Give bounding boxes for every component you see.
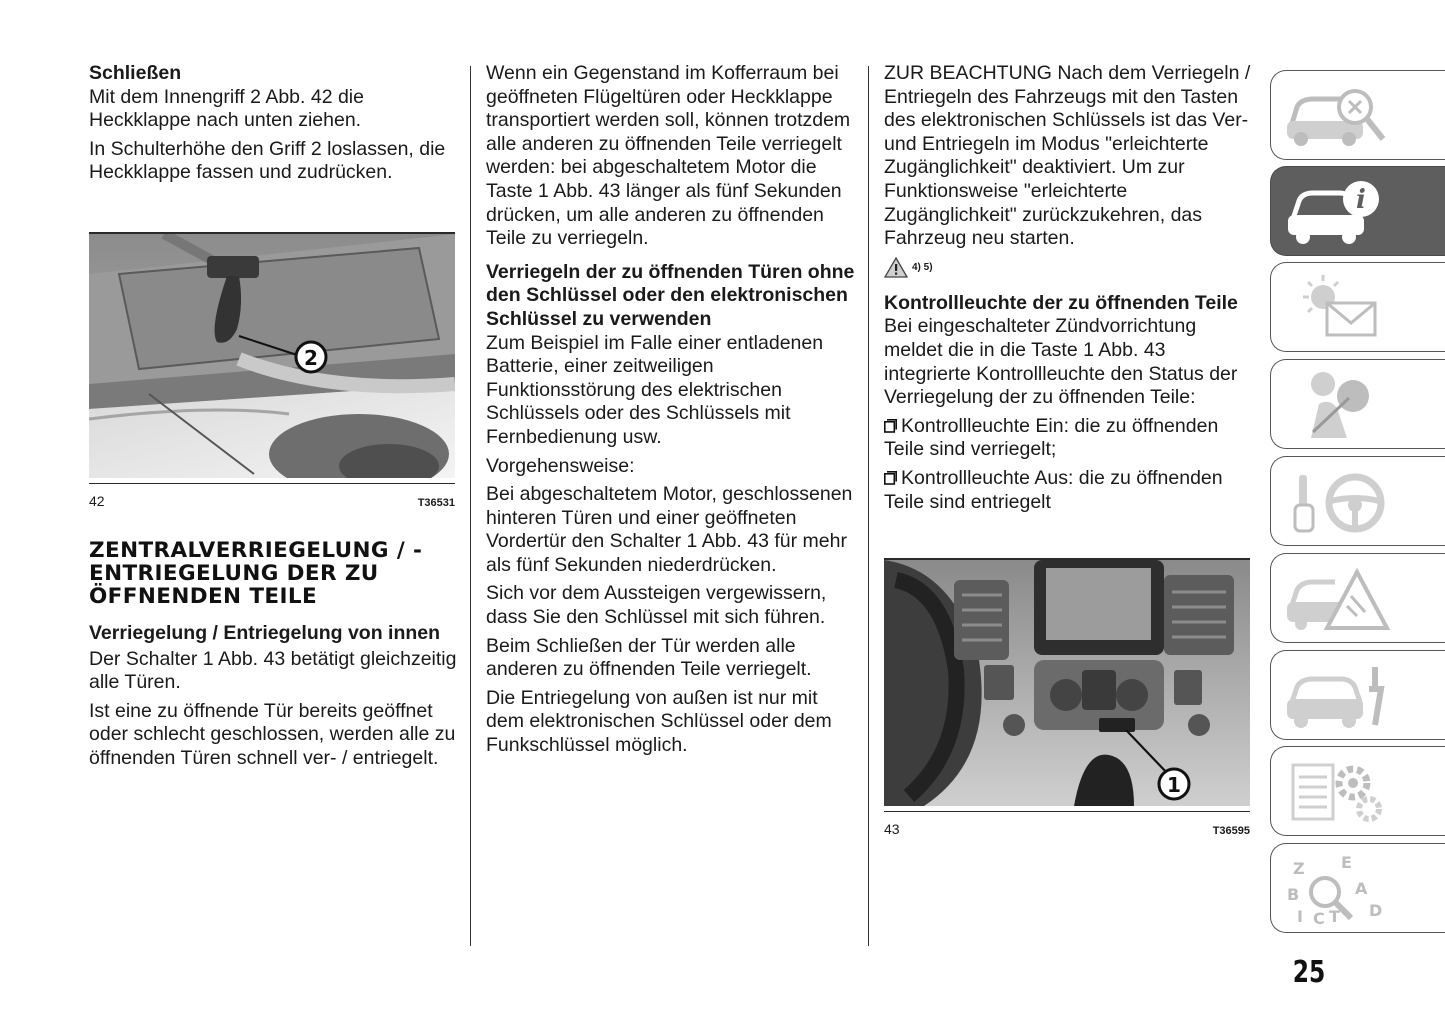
figure-caption (884, 821, 1250, 837)
figure-number: 43 (884, 821, 900, 838)
index-letter: A (1355, 879, 1368, 898)
warning-triangle-icon (884, 257, 908, 278)
column-2 (486, 62, 856, 763)
tab-car-overview[interactable] (1270, 70, 1445, 160)
index-letter: E (1341, 853, 1352, 872)
car-info-icon (1283, 175, 1393, 247)
subsection-heading: Verriegeln der zu öffnenden Türen ohne den Schlüssel oder den elektronischen Schlüssel zu verwenden (486, 260, 855, 330)
figure-caption (89, 493, 455, 509)
bullet-item: Kontrollleuchte Aus: die zu öffnenden Teile sind entriegelt (884, 466, 1223, 513)
figure-callout: 2 (304, 345, 318, 370)
alphabetical-index-icon (1283, 852, 1393, 924)
column-1 (89, 62, 459, 776)
paragraph: Sich vor dem Aussteigen vergewissern, dass Sie den Schlüssel mit sich führen. (486, 582, 827, 629)
figure-code: T36531 (417, 496, 455, 509)
index-letter: C (1313, 909, 1325, 924)
tab-maintenance[interactable] (1270, 650, 1445, 740)
paragraph: Beim Schließen der Tür werden alle anderen zu öffnenden Teile verriegelt. (486, 634, 812, 681)
index-letter: Z (1293, 859, 1305, 878)
car-service-icon (1283, 659, 1393, 731)
tailgate-handle-photo (89, 232, 455, 484)
figure-code: T36595 (1212, 825, 1250, 838)
bullet-item: Kontrollleuchte Ein: die zu öffnenden Teile sind verriegelt; (884, 414, 1219, 461)
paragraph: Vorgehensweise: (486, 454, 635, 477)
index-letter: T (1329, 907, 1340, 924)
figure-callout: 1 (1167, 773, 1181, 798)
paragraph: ZUR BEACHTUNG Nach dem Verriegeln / Entriegeln des Fahrzeugs mit den Tasten des elektronischen Schlüssels ist das Ver- und Entriegeln im Modus "erleichterte Zugänglichkeit" deaktiviert. Um zur Funktionsweise "erleichterte Zugänglichkeit" zurückzukehren, das Fahrzeug neu starten. (884, 62, 1251, 250)
subsection-heading: Kontrollleuchte der zu öffnenden Teile (884, 291, 1238, 314)
column-3 (884, 62, 1252, 837)
column-divider (868, 66, 869, 946)
car-search-icon (1283, 79, 1393, 151)
paragraph: Die Entriegelung von außen ist nur mit dem elektronischen Schlüssel oder dem Funkschlüssel möglich. (486, 686, 832, 757)
paragraph: Ist eine zu öffnende Tür bereits geöffnet oder schlecht geschlossen, werden alle zu öffnenden Türen schnell ver- / entriegelt. (89, 699, 456, 769)
tab-safety[interactable] (1270, 359, 1445, 449)
paragraph: In Schulterhöhe den Griff 2 loslassen, die Heckklappe fassen und zudrücken. (89, 137, 446, 184)
index-letter: D (1369, 901, 1383, 920)
tab-emergency[interactable] (1270, 553, 1445, 643)
figure-number: 42 (89, 492, 105, 509)
car-breakdown-warning-icon (1283, 562, 1393, 634)
checkbox-bullet-icon (884, 419, 897, 433)
column-divider (470, 66, 471, 946)
tab-getting-to-know[interactable] (1270, 166, 1445, 256)
paragraph: Mit dem Innengriff 2 Abb. 42 die Heckklappe nach unten ziehen. (89, 85, 364, 132)
tab-lights-messages[interactable] (1270, 262, 1445, 352)
tab-technical-data[interactable] (1270, 746, 1445, 836)
tab-starting-driving[interactable] (1270, 456, 1445, 546)
paragraph: Zum Beispiel im Falle einer entladenen Batterie, einer zeitweiligen Funktionsstörung des elektrischen Schlüssels oder des Schlüssels mit Fernbedienung usw. (486, 331, 824, 448)
subsection-heading: Verriegelung / Entriegelung von innen (89, 621, 441, 644)
tailgate-handle-illustration (89, 234, 455, 478)
dashboard-switch-illustration (884, 560, 1250, 806)
warning-refs: 4) 5) (912, 261, 933, 273)
figure-42 (89, 232, 455, 509)
svg-text:i: i (1356, 185, 1366, 215)
paragraph: Der Schalter 1 Abb. 43 betätigt gleichzeitig alle Türen. (89, 647, 457, 694)
section-title: ZENTRALVERRIEGELUNG / -ENTRIEGELUNG DER ZU ÖFFNENDEN TEILE (89, 537, 423, 609)
page-number: 25 (1292, 955, 1326, 990)
checkbox-bullet-icon (884, 471, 897, 485)
figure-43 (884, 558, 1250, 837)
index-letter: I (1297, 907, 1303, 924)
close-heading: Schließen (89, 62, 182, 84)
index-letter: B (1287, 885, 1300, 904)
lights-message-icon (1283, 271, 1393, 343)
technical-data-icon (1283, 755, 1393, 827)
dashboard-photo (884, 558, 1250, 812)
tab-alphabetical-index[interactable] (1270, 843, 1445, 933)
paragraph: Wenn ein Gegenstand im Kofferraum bei geöffneten Flügeltüren oder Heckklappe transportiert werden soll, können trotzdem alle anderen zu öffnenden Teile verriegelt werden: bei abgeschaltetem Motor die Taste 1 Abb. 43 länger als fünf Sekunden drücken, um alle anderen zu öffnenden Teile zu verriegeln. (486, 62, 851, 250)
paragraph: Bei abgeschaltetem Motor, geschlossenen hinteren Türen und einer geöffneten Vordertür den Schalter 1 Abb. 43 für mehr als fünf Sekunden niederdrücken. (486, 483, 853, 576)
key-steering-wheel-icon (1283, 465, 1393, 537)
warning-reference (884, 257, 1252, 278)
airbag-seatbelt-icon (1283, 368, 1393, 440)
paragraph: Bei eingeschalteter Zündvorrichtung meldet die in die Taste 1 Abb. 43 integrierte Kontrollleuchte den Status der Verriegelung der zu öffnenden Teile: (884, 315, 1238, 409)
